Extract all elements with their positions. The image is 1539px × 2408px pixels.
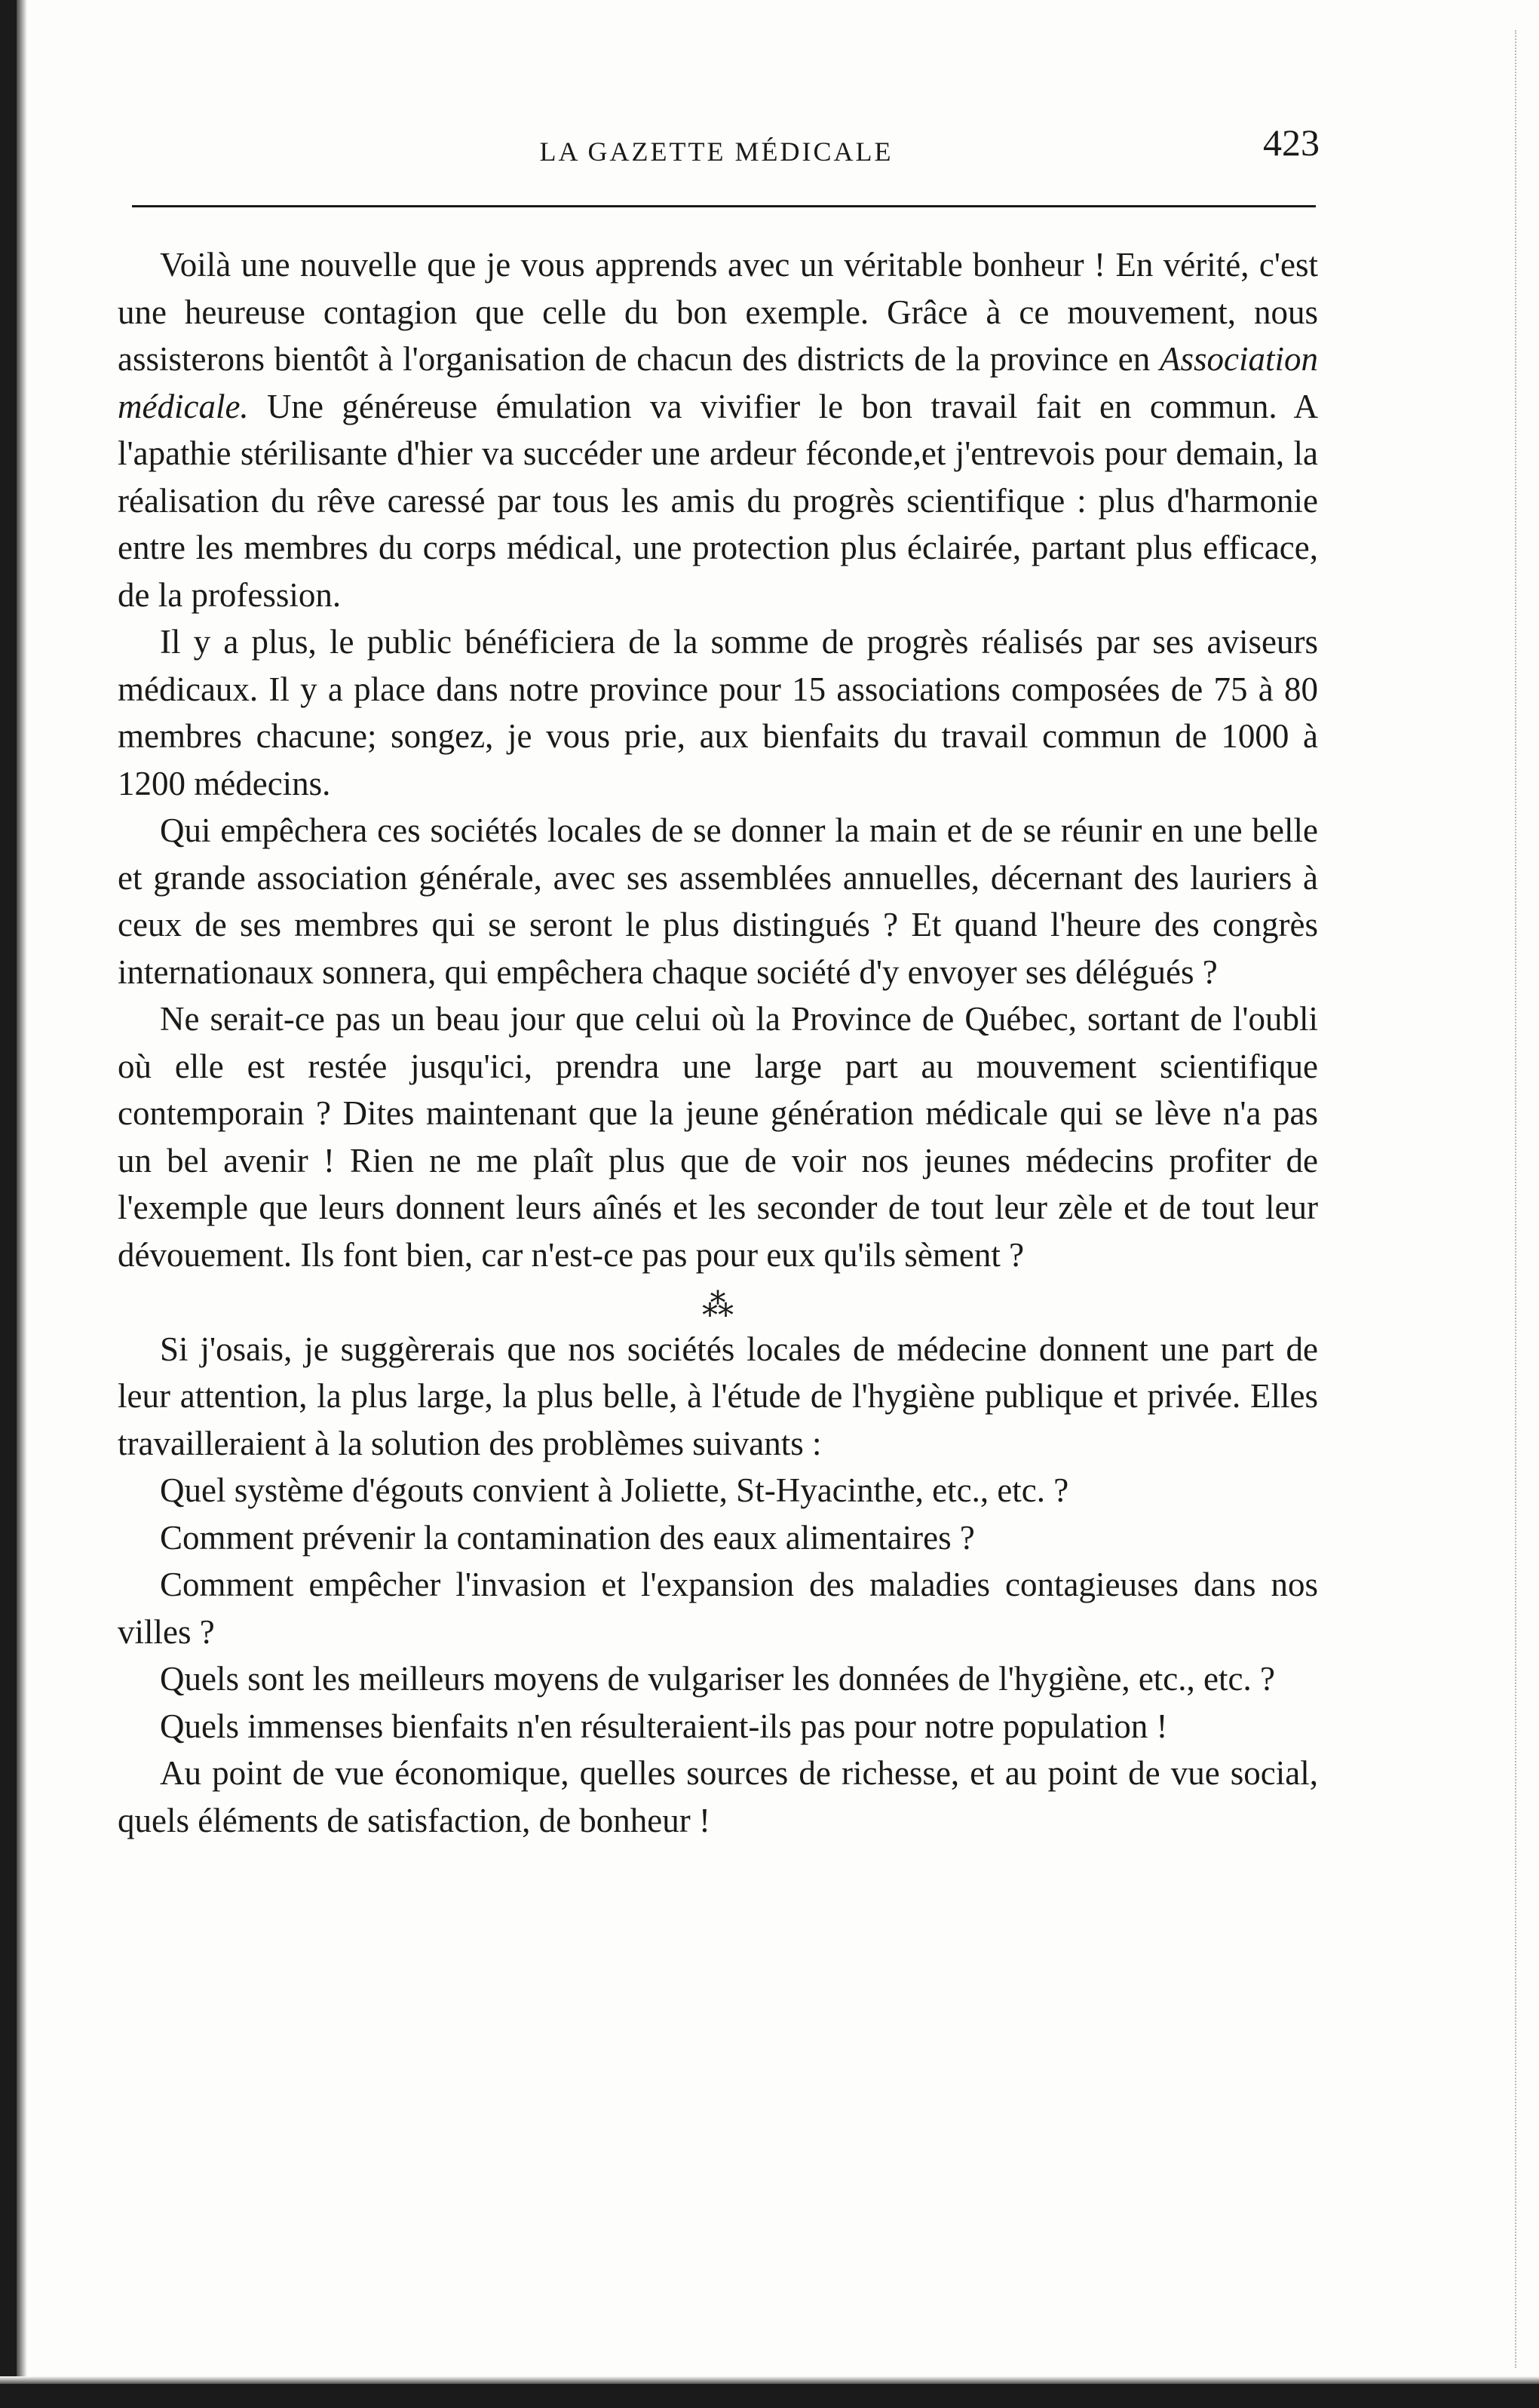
running-title: LA GAZETTE MÉDICALE (539, 137, 894, 167)
scan-shadow-bottom (0, 2376, 1539, 2384)
scan-shadow-left (17, 0, 27, 2408)
paragraph-4: Ne serait-ce pas un beau jour que celui où la Province de Québec, sortant de l'oubli où elle est restée jusqu'ici, prendra une large part au mouvement scientifique contemporain ? Dites maintenant que la jeune génération médicale qui se lève n'a pas un bel avenir ! Rien ne me plaît plus que de voir nos jeunes médecins profiter de l'exemple que leurs donnent leurs aînés et les seconder de tout leur zèle et de tout leur dévouement. Ils font bien, car n'est-ce pas pour eux qu'ils sèment ? (118, 1000, 1318, 1274)
question-3: Comment empêcher l'invasion et l'expansion des maladies contagieuses dans nos villes ? (118, 1566, 1318, 1651)
paragraph-1-end: Une généreuse émulation va vivifier le bon travail fait en commun. A l'apathie stérilisante d'hier va succéder une ardeur féconde,et j'entrevois pour demain, la réalisation du rêve caressé par tous les amis du progrès scientifique : plus d'harmonie entre les membres du corps médical, une protection plus éclairée, partant plus efficace, de la profession. (118, 387, 1318, 614)
body-text (118, 241, 1318, 1844)
page-header (113, 121, 1320, 181)
asterism-glyph: ⁂ (702, 1289, 734, 1324)
paragraph-1 (118, 241, 1318, 618)
question-4: Quels sont les meilleurs moyens de vulgariser les données de l'hygiène, etc., etc. ? (160, 1660, 1275, 1698)
question-1: Quel système d'égouts convient à Joliette, St-Hyacinthe, etc., etc. ? (160, 1471, 1069, 1509)
paragraph-5: Si j'osais, je suggèrerais que nos sociétés locales de médecine donnent une part de leur attention, la plus large, la plus belle, à l'étude de l'hygiène publique et privée. Elles travailleraient à la solution des problèmes suivants : (118, 1330, 1318, 1462)
paragraph-1-italic: Association médicale. (118, 340, 1318, 425)
paragraph-2: Il y a plus, le public bénéficiera de la somme de progrès réalisés par ses aviseurs médicaux. Il y a place dans notre province pour 15 associations composées de 75 à 80 membres chacune; songez, je vous prie, aux bienfaits du travail commun de 1000 à 1200 médecins. (118, 623, 1318, 802)
asterism-divider (118, 1278, 1318, 1326)
paragraph-3: Qui empêchera ces sociétés locales de se donner la main et de se réunir en une belle et grande association générale, avec ses assemblées annuelles, décernant des lauriers à ceux de ses membres qui se seront le plus distingués ? Et quand l'heure des congrès internationaux sonnera, qui empêchera chaque société d'y envoyer ses délégués ? (118, 811, 1318, 991)
paragraph-6: Au point de vue économique, quelles sources de richesse, et au point de vue social, quels éléments de satisfaction, de bonheur ! (118, 1754, 1318, 1839)
scan-border-bottom (0, 2384, 1539, 2408)
scan-specks-right (1510, 30, 1516, 2368)
header-rule (132, 205, 1316, 207)
scan-border-left (0, 0, 17, 2408)
page-number: 423 (1263, 121, 1320, 164)
paragraph-1-start: Voilà une nouvelle que je vous apprends avec un véritable bonheur ! En vérité, c'est une heureuse contagion que celle du bon exemple. Grâce à ce mouvement, nous assisterons bientôt à l'organisation de chacun des districts de la province en (118, 246, 1318, 378)
question-2: Comment prévenir la contamination des eaux alimentaires ? (160, 1518, 975, 1557)
question-5: Quels immenses bienfaits n'en résulteraient-ils pas pour notre population ! (160, 1707, 1168, 1745)
